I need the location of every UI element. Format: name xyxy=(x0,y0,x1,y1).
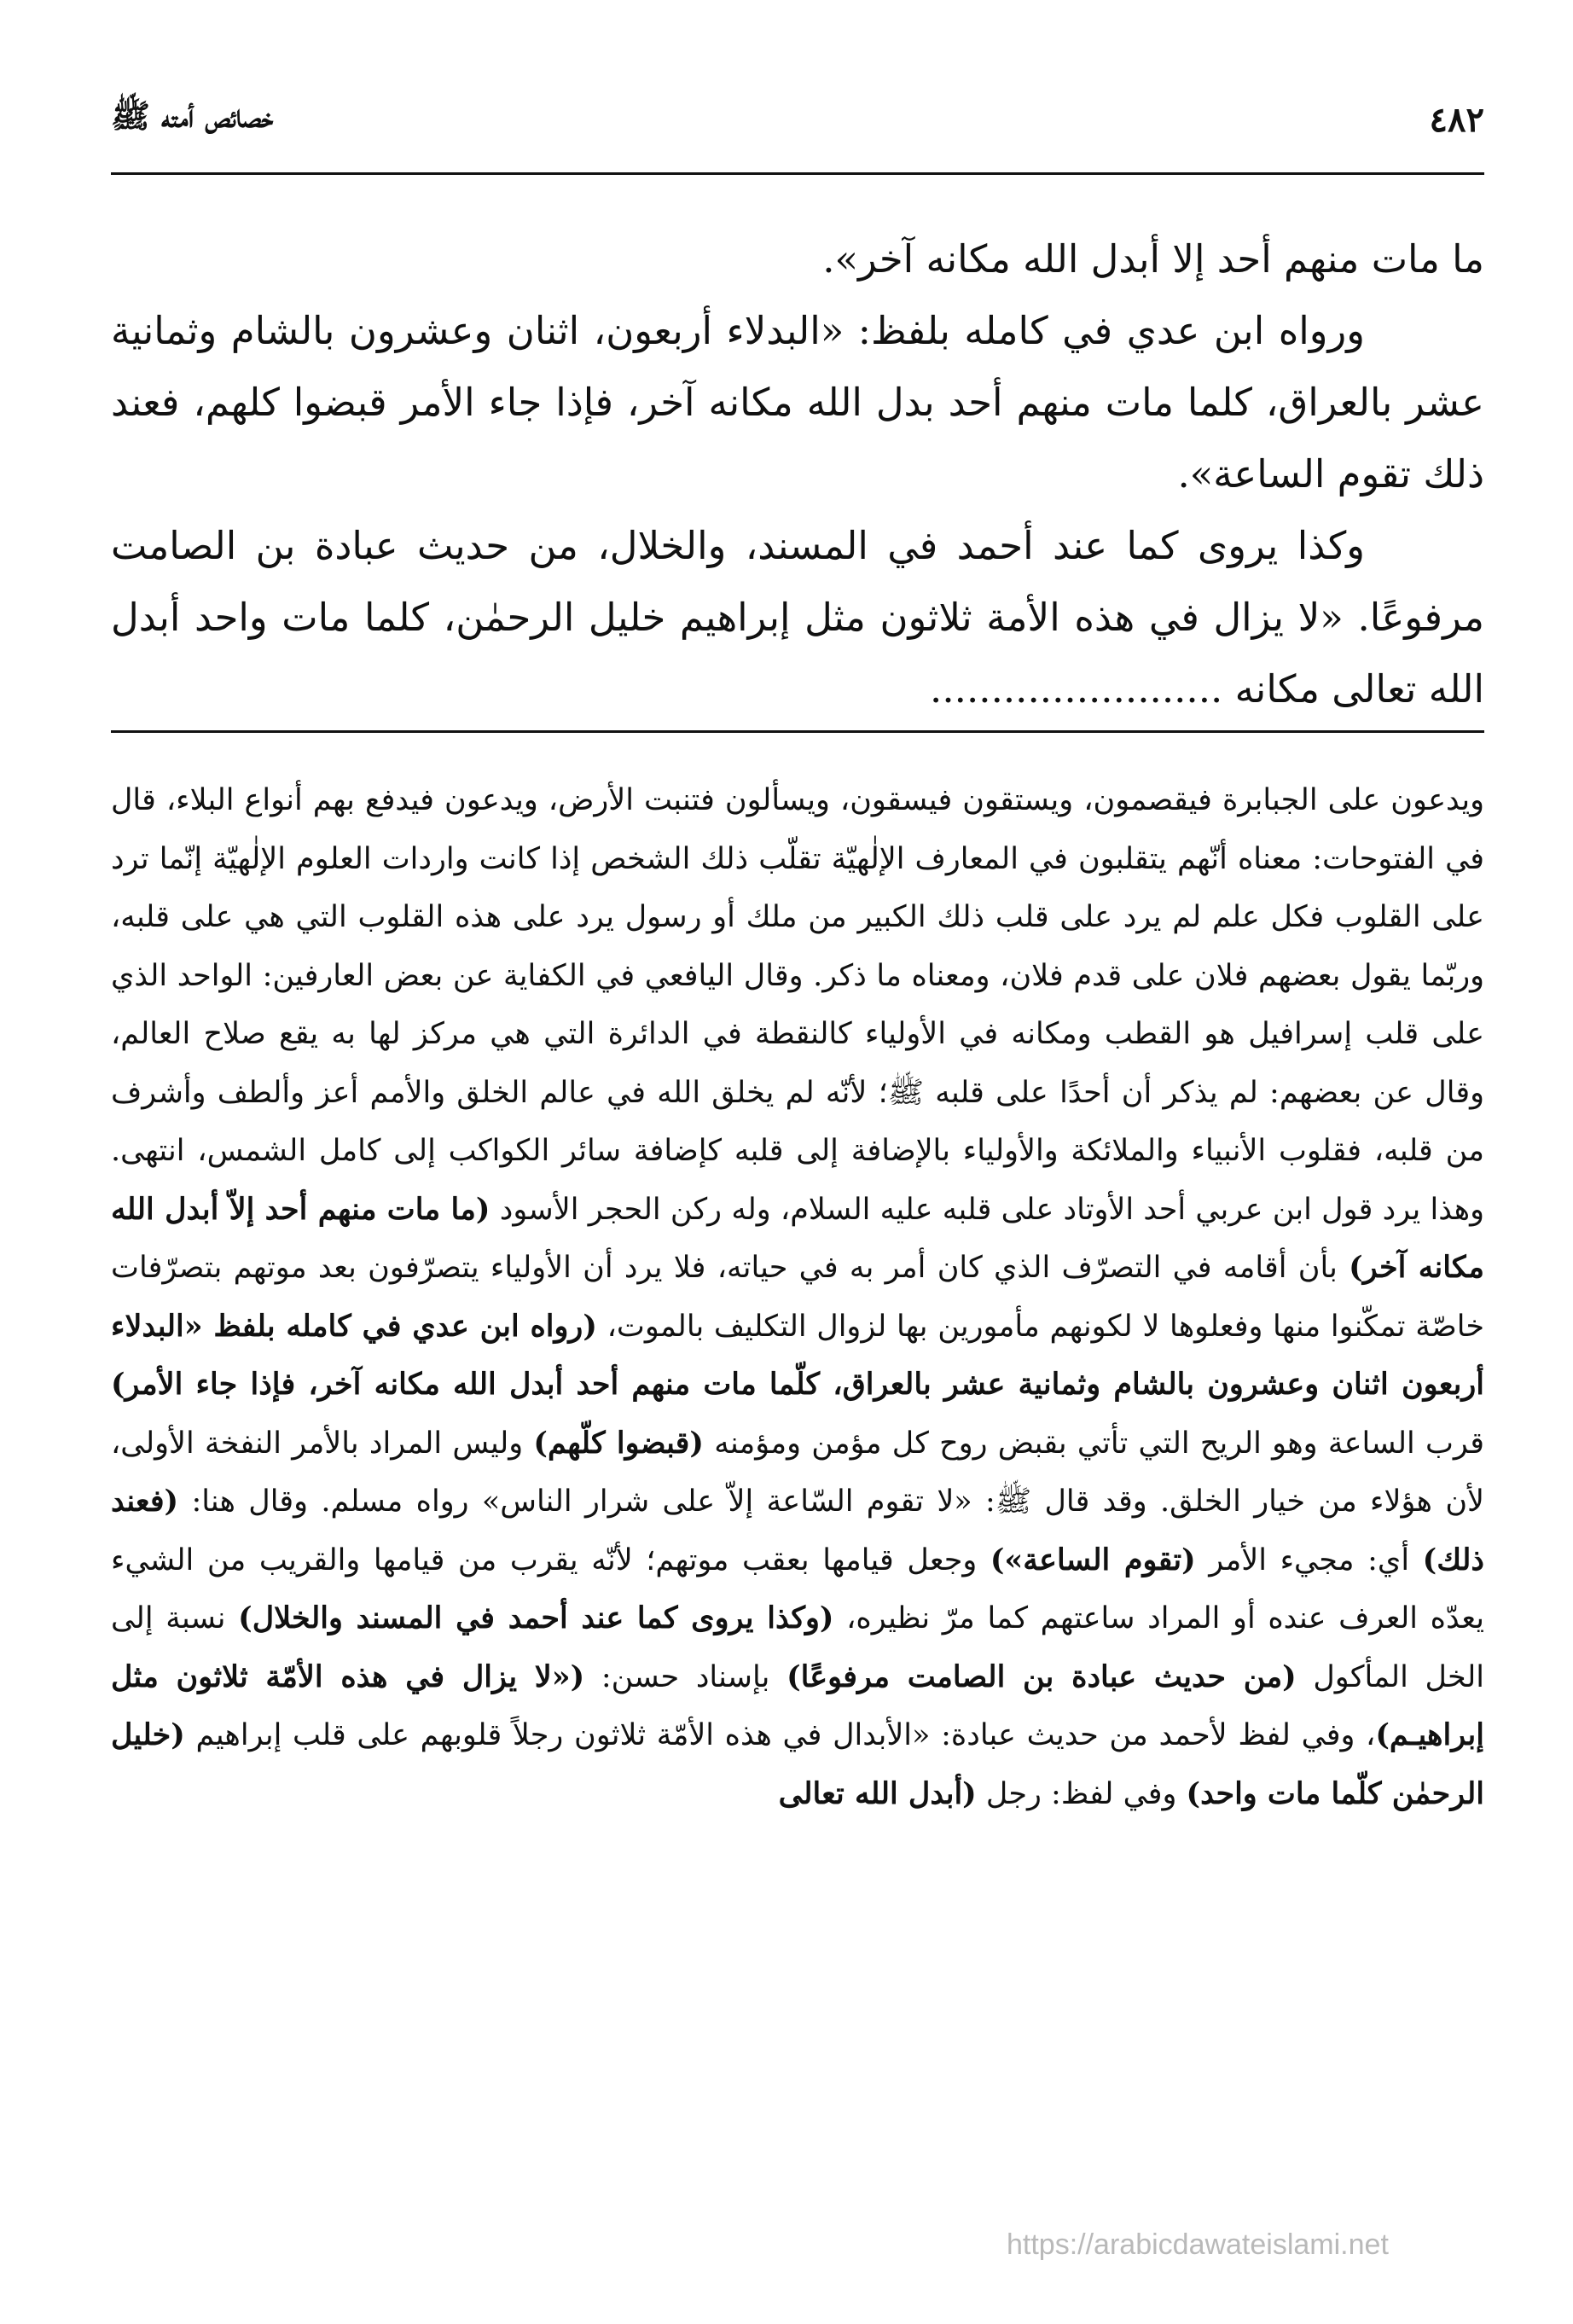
commentary-span: بأن أقامه في التصرّف الذي كان أمر به في حياته، فلا يرد أن الأولياء يتصرّفون بعد موتهم بتصرّفات خاصّة تمكّنوا منها وفعلوها لا لكونهم مأمورين بها لزوال التكليف بالموت، xyxy=(111,1251,1484,1344)
quoted-matn: (فعند ذلك) xyxy=(111,1484,1484,1577)
quoted-matn: (رواه ابن عدي في كامله بلفظ «البدلاء أربعون اثنان وعشرون بالشام وثمانية عشر بالعراق، كلّما مات منهم أحد أبدل الله مكانه آخر، فإذا جاء الأمر) xyxy=(111,1308,1484,1402)
commentary-span: قرب الساعة وهو الريح التي تأتي بقبض روح كل مؤمن ومؤمنه xyxy=(714,1426,1484,1461)
quoted-matn: (ما مات منهم أحد إلاّ أبدل الله مكانه آخر) xyxy=(111,1191,1484,1285)
main-paragraph: ورواه ابن عدي في كامله بلفظ: «البدلاء أربعون، اثنان وعشرون بالشام وثمانية عشر بالعراق، كلما مات منهم أحد بدل الله مكانه آخر، فإذا جاء الأمر قبضوا كلهم، فعند ذلك تقوم الساعة». xyxy=(111,308,1484,497)
commentary-span: وليس المراد بالأمر النفخة الأولى، لأن هؤلاء من خيار الخلق. وقد قال ﷺ: «لا تقوم السّاعة إلاّ على شرار الناس» رواه مسلم. وقال هنا: xyxy=(111,1426,1484,1519)
quoted-matn: (تقوم الساعة») xyxy=(990,1542,1196,1577)
main-paragraph: ما مات منهم أحد إلا أبدل الله مكانه آخر». xyxy=(822,236,1484,282)
main-paragraph-text: وكذا يروى كما عند أحمد في المسند، والخلال، من حديث عبادة بن الصامت مرفوعًا. «لا يزال في هذه الأمة ثلاثون مثل إبراهيم خليل الرحمٰن، كلما مات واحد أبدل الله تعالى مكانه xyxy=(111,523,1484,712)
commentary-text xyxy=(111,771,1484,1823)
quoted-matn: (أبدل الله تعالى xyxy=(778,1775,977,1811)
page-header xyxy=(111,94,1484,145)
main-text xyxy=(111,224,1484,725)
commentary-span: ، وفي لفظ لأحمد من حديث عبادة: «الأبدال في هذه الأمّة ثلاثون رجلاً قلوبهم على قلب إبراهيم xyxy=(195,1718,1376,1752)
commentary-span: وفي لفظ: رجل xyxy=(985,1776,1177,1811)
header-rule xyxy=(111,172,1484,175)
commentary-paragraph xyxy=(111,771,1484,1823)
page-number: ٤٨٢ xyxy=(1429,99,1484,140)
commentary-span: بإسناد حسن: xyxy=(601,1659,770,1694)
quoted-matn: (خليل الرحمٰن كلّما مات واحد) xyxy=(111,1717,1484,1811)
commentary-span: نسبة إلى الخل المأكول xyxy=(111,1601,1484,1694)
main-paragraph xyxy=(111,510,1484,725)
quoted-matn: (وكذا يروى كما عند أحمد في المسند والخلال) xyxy=(238,1601,834,1636)
continuation-dots: ........................ xyxy=(930,666,1223,712)
commentary-span: أي: مجيء الأمر xyxy=(1209,1543,1410,1577)
commentary-span: وجعل قيامها بعقب موتهم؛ لأنّه يقرب من قيامها والقريب من الشيء يعدّه العرف عنده أو المراد ساعتهم كما مرّ نظيره، xyxy=(111,1543,1484,1636)
running-title: خصائص أمته ﷺ xyxy=(111,96,274,135)
commentary-span: ويدعون على الجبابرة فيقصمون، ويستقون فيسقون، ويسألون فتنبت الأرض، ويدعون فيدفع بهم أنواع البلاء، قال في الفتوحات: معناه أنّهم يتقلبون في المعارف الإلٰهيّة تقلّب ذلك الشخص إذا كانت واردات العلوم الإلٰهيّة إنّما ترد على القلوب فكل علم لم يرد على قلب ذلك الكبير من ملك أو رسول يرد على هذه القلوب التي هي على قلبه، وربّما يقول بعضهم فلان على قدم فلان، ومعناه ما ذكر. وقال اليافعي في الكفاية عن بعض العارفين: الواحد الذي على قلب إسرافيل هو القطب ومكانه في الأولياء كالنقطة في الدائرة التي هي مركز لها به يقع صلاح العالم، وقال عن بعضهم: لم يذكر أن أحدًا على قلبه ﷺ؛ لأنّه لم يخلق الله في عالم الخلق والأمم أعز وألطف وأشرف من قلبه، فقلوب الأنبياء والملائكة والأولياء بالإضافة إلى قلبه كإضافة سائر الكواكب إلى كامل الشمس، انتهى. وهذا يرد قول ابن عربي أحد الأوتاد على قلبه عليه السلام، وله ركن الحجر الأسود xyxy=(111,783,1485,1227)
site-watermark: https://arabicdawateislami.net xyxy=(1007,2228,1389,2261)
quoted-matn: (قبضوا كلّهم) xyxy=(533,1425,704,1461)
quoted-matn: (من حديث عبادة بن الصامت مرفوعًا) xyxy=(786,1659,1297,1694)
quoted-matn: («لا يزال في هذه الأمّة ثلاثون مثل إبراهيـم) xyxy=(111,1659,1484,1752)
footnote-divider xyxy=(111,730,1484,733)
